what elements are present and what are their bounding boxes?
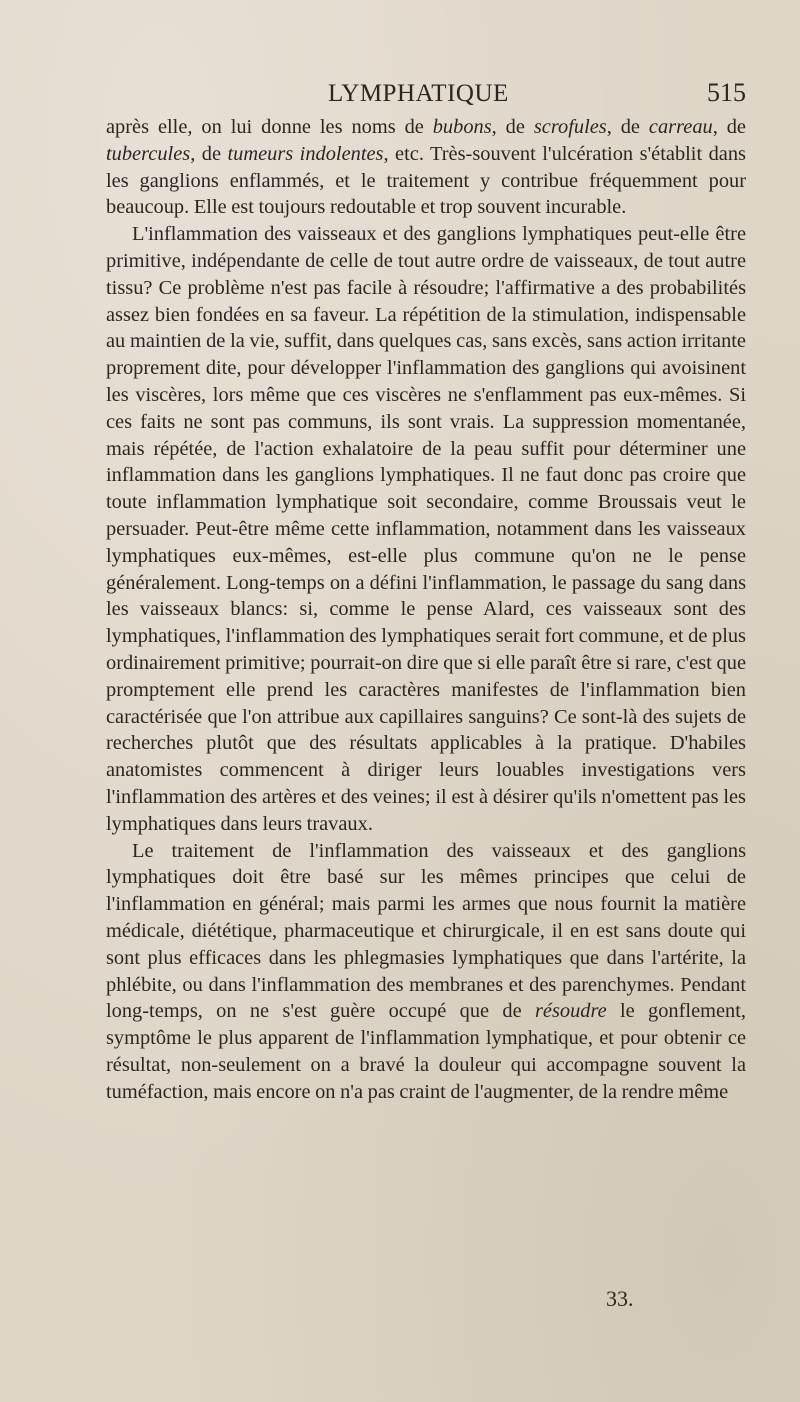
running-title: LYMPHATIQUE [328, 80, 509, 107]
page-number: 515 [707, 78, 746, 107]
italic-term: tubercules [106, 142, 191, 165]
paragraph-2 [106, 221, 746, 837]
text-segment: après elle, on lui donne les noms de [106, 116, 433, 138]
body-text [106, 114, 746, 1105]
book-page [106, 78, 746, 1318]
text-segment: , etc. Très-souvent l'ulcération s'établit dans les ganglions enflammés, et le traitement y contribue fréquemment pour beaucoup. Elle est toujours redoutable et trop souvent incurable. [106, 142, 746, 219]
italic-term: tumeurs indolentes [227, 142, 384, 165]
signature-mark: 33. [606, 1286, 634, 1311]
running-head [106, 78, 746, 114]
paragraph-3 [106, 838, 746, 1106]
text-segment: , de [606, 116, 649, 138]
text-segment: , de [190, 142, 228, 165]
text-segment: L'inflammation des vaisseaux et des ganglions lymphatiques peut-elle être primitive, indépendante de celle de tout autre ordre de vaisseaux, de tout autre tissu? Ce problème n'est pas facile à résoudre; l'affirmative a des probabilités assez bien fondées en sa faveur. La répétition de la stimulation, indispensable au maintien de la vie, suffit, dans quelques cas, sans excès, sans action irritante proprement dite, pour développer l'inflammation des ganglions qui avoisinent les viscères, lors même que ces viscères ne s'enflamment pas eux-mêmes. Si ces faits ne sont pas communs, ils sont vrais. La suppression momentanée, mais répétée, de l'action exhalatoire de la peau suffit pour déterminer une inflammation dans les ganglions lymphatiques. Il ne faut donc pas croire que toute inflammation lymphatique soit secondaire, comme Broussais veut le persuader. Peut-être même cette inflammation, notamment dans les vaisseaux lymphatiques eux-mêmes, est-elle plus commune qu'on ne le pense généralement. Long-temps on a défini l'inflammation, le passage du sang dans les vaisseaux blancs: si, comme le pense Alard, ces vaisseaux sont des lymphatiques, l'inflammation des lymphatiques serait fort commune, et de plus ordinairement primitive; pourrait-on dire que si elle paraît être si rare, c'est que promptement elle prend les caractères manifestes de l'inflammation bien caractérisée que l'on attribue aux capillaires sanguins? Ce sont-là des sujets de recherches plutôt que des résultats applicables à la pratique. D'habiles anatomistes commencent à diriger leurs louables investigations vers l'inflammation des artères et des veines; il est à désirer qu'ils n'omettent pas les lymphatiques dans leurs travaux. [106, 223, 746, 835]
text-segment: , de [491, 116, 534, 138]
italic-term: bubons [432, 116, 492, 138]
text-segment: le gonflement, symptôme le plus apparent de l'inflammation lymphatique, et pour obtenir ce résultat, non-seulement on a bravé la douleur qui accompagne souvent la tuméfaction, mais encore on n'a pas craint de l'augmenter, de la rendre même [106, 1000, 747, 1103]
text-segment: , de [712, 116, 746, 138]
text-segment: Le traitement de l'inflammation des vaisseaux et des ganglions lymphatiques doit être basé sur les mêmes principes que celui de l'inflammation en général; mais parmi les armes que nous fournit la matière médicale, diététique, pharmaceutique et chirurgicale, il en est sans doute qui sont plus efficaces dans les phlegmasies lymphatiques que dans l'artérite, la phlébite, ou dans l'inflammation des membranes et des parenchymes. Pendant long-temps, on ne s'est guère occupé que de [106, 839, 746, 1023]
paragraph-1 [106, 114, 746, 221]
italic-term: résoudre [534, 1000, 607, 1023]
italic-term: carreau [648, 116, 713, 138]
italic-term: scrofules [533, 116, 607, 138]
